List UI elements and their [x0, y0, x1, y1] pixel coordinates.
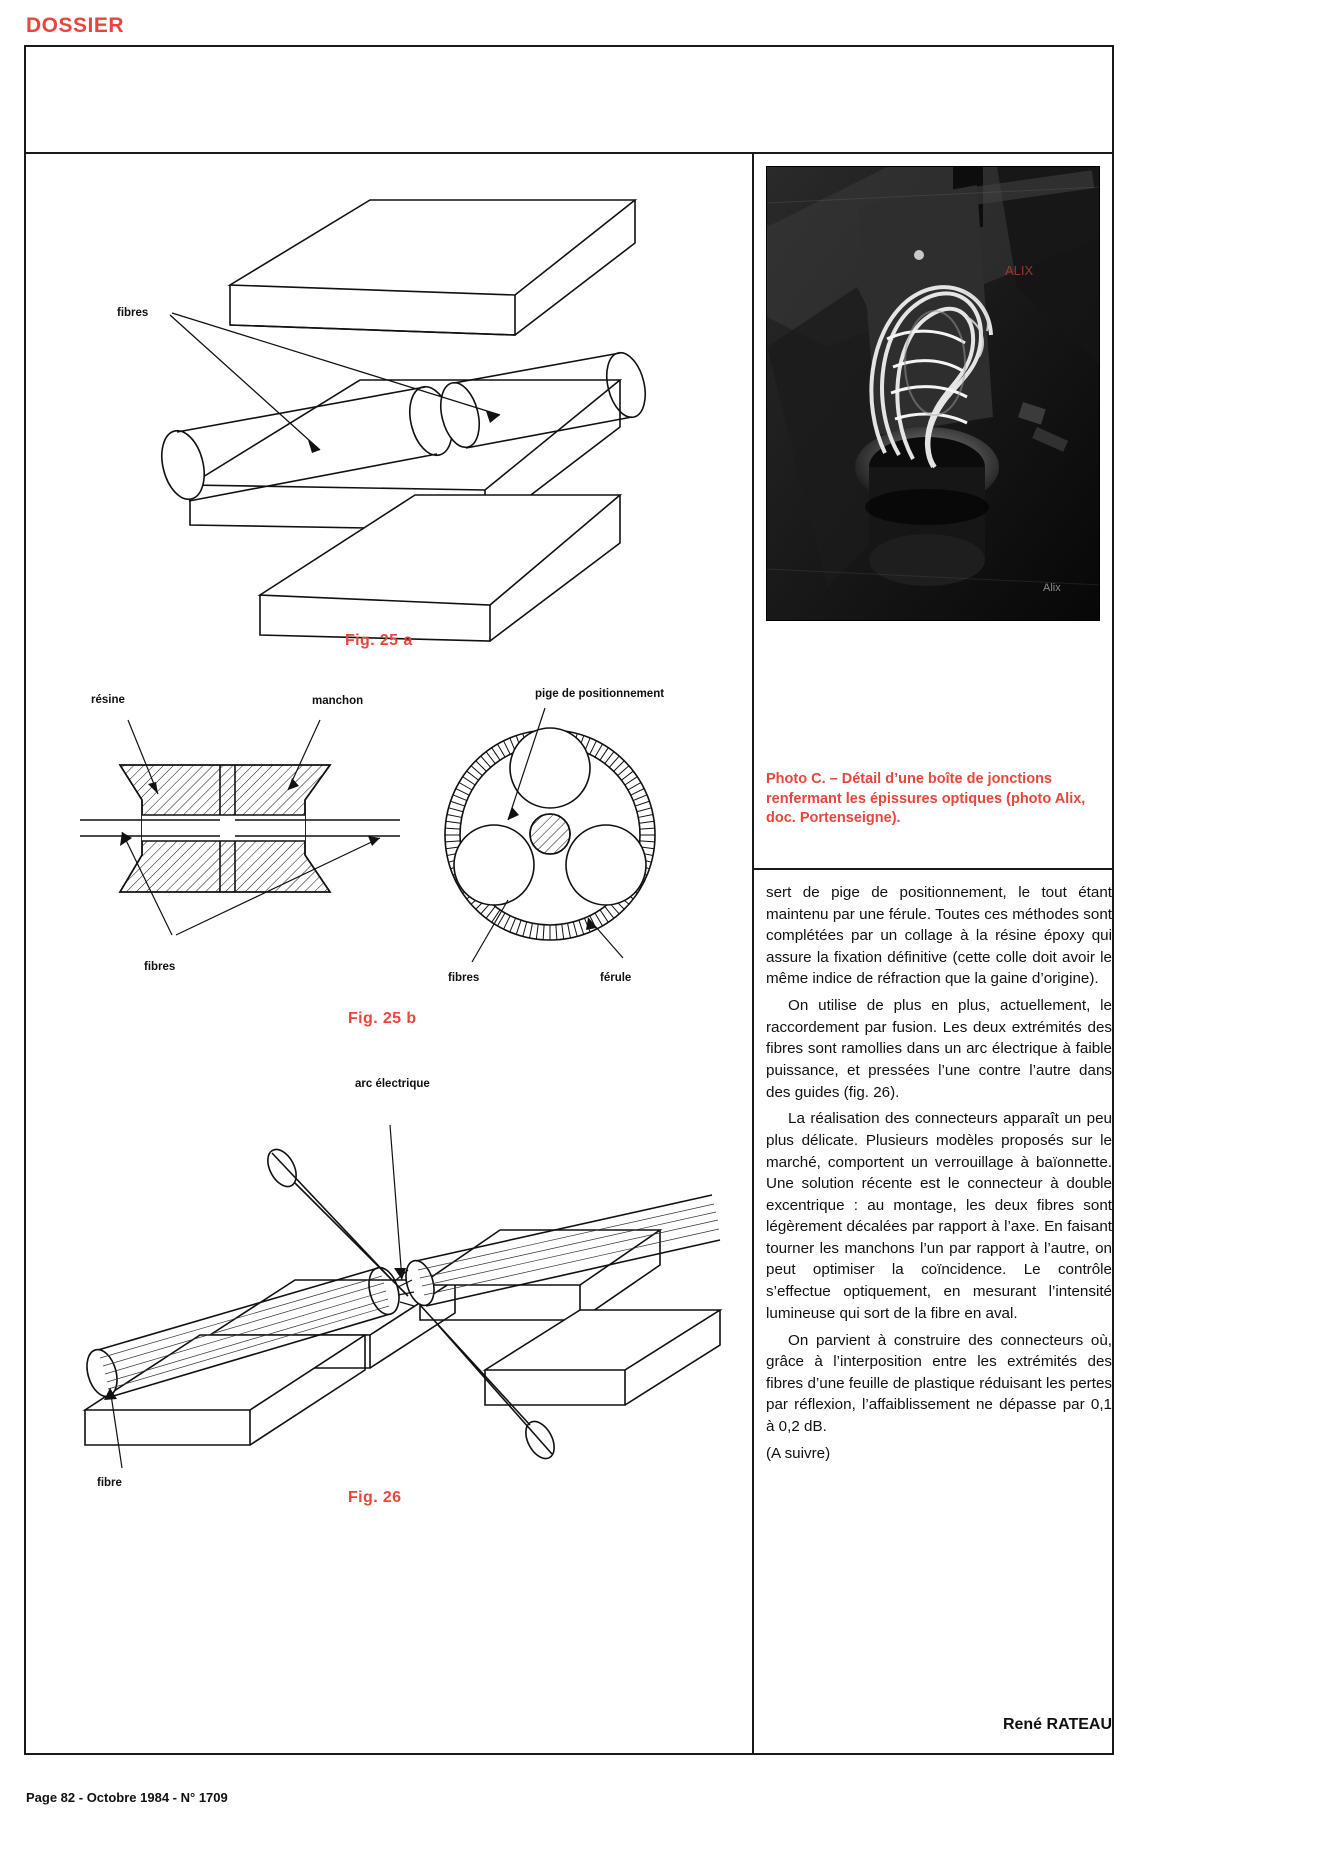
- label-resine-25b: résine: [91, 694, 125, 706]
- page-footer: Page 82 - Octobre 1984 - N° 1709: [26, 1790, 228, 1805]
- label-pige-25b: pige de positionnement: [535, 688, 665, 700]
- figure-25b-sleeve-drawing: [80, 720, 410, 940]
- label-arc-electrique-26: arc électrique: [355, 1078, 430, 1090]
- figure-25b-caption: Fig. 25 b: [348, 1010, 417, 1027]
- figure-26-caption: Fig. 26: [348, 1489, 402, 1506]
- end-note: (A suivre): [766, 1444, 831, 1462]
- label-ferule-25b: férule: [600, 972, 632, 984]
- paragraph-3: La réalisation des connecteurs apparaît un peu plus délicate. Plusieurs modèles proposés sur le marché, comportent un verrouillage à baïonnette. Une solution récente est le connecteur à double excentrique : au montage, les deux fibres sont légèrement décalées par rapport à l’axe. En faisant tourner les manchons l’un par rapport à l’autre, on peut optimiser la coïncidence. Le contrôle s’effectue optiquement, en mesurant l’intensité lumineuse qui sort de la fibre en aval.: [766, 1110, 1112, 1322]
- label-fibre-26: fibre: [97, 1477, 122, 1489]
- figure-25a-drawing: [60, 165, 720, 625]
- paragraph-2: On utilise de plus en plus, actuellement, le raccordement par fusion. Les deux extrémités des fibres sont ramollies dans un arc électrique à faible puissance, et pressées l’une contre l’autre dans des guides (fig. 26).: [766, 997, 1112, 1101]
- column-divider: [752, 152, 754, 1755]
- paragraph-4: On parvient à construire des connecteurs où, grâce à l’interposition entre les extrémités des fibres d’une feuille de plastique réduisant les pertes par réflexion, l’affaiblissement ne dépasse par 0,1 à 0,2 dB.: [766, 1331, 1112, 1435]
- paragraph-1: sert de pige de positionnement, le tout étant maintenu par une férule. Toutes ces méthodes sont complétées par un collage à la résine époxy qui assure la fixation définitive (cette colle doit avoir le même indice de réfraction que la gaine d’origine).: [766, 884, 1112, 988]
- label-fibres-25a: fibres: [117, 307, 149, 319]
- figure-25a-caption: Fig. 25 a: [345, 632, 413, 649]
- label-manchon-25b: manchon: [312, 695, 364, 707]
- svg-text:Alix: Alix: [1043, 582, 1061, 594]
- photo-c-caption: Photo C. – Détail d’une boîte de jonctions renfermant les épissures optiques (photo Alix, doc. Portenseigne).: [766, 771, 1086, 827]
- label-fibres-25b: fibres: [144, 961, 176, 973]
- article-body: [766, 882, 1112, 1470]
- page-title: DOSSIER: [26, 14, 125, 37]
- figure-26-drawing: [60, 1120, 720, 1480]
- photo-caption-divider: [752, 868, 1114, 870]
- label-fibres2-25b: fibres: [448, 972, 480, 984]
- header-divider: [24, 152, 1114, 154]
- svg-text:ALIX: ALIX: [1005, 263, 1034, 278]
- figure-25b-ferrule-drawing: [410, 700, 690, 970]
- author-byline: René RATEAU: [1002, 1716, 1112, 1733]
- photo-c-graphic: [767, 167, 1100, 621]
- photo-c-image: [766, 166, 1100, 621]
